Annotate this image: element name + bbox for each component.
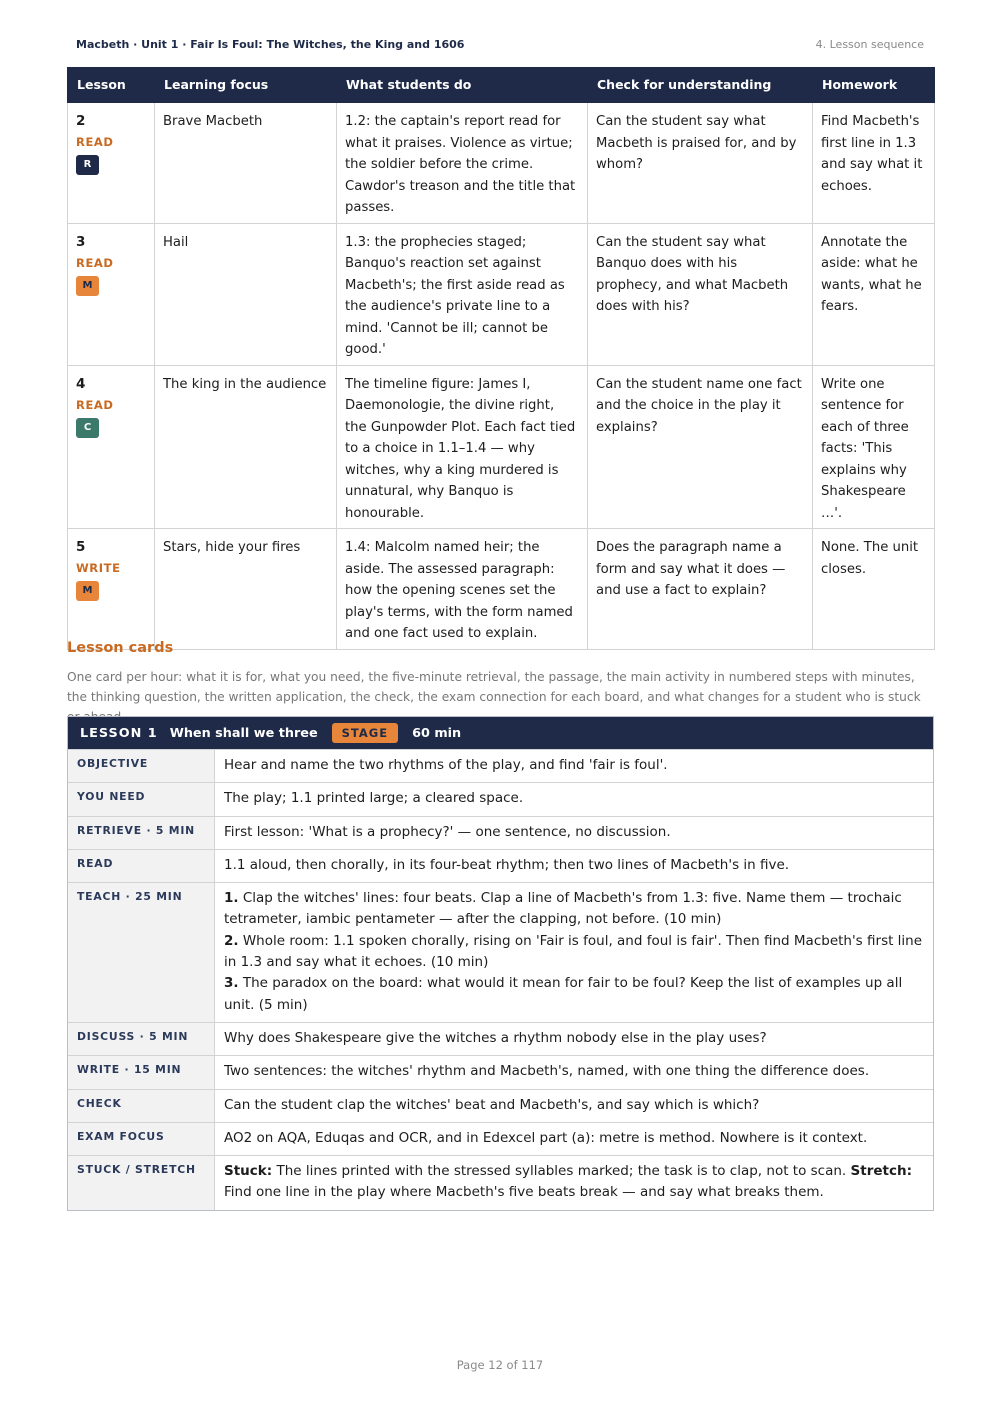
row-label: RETRIEVE · 5 MIN (68, 817, 215, 849)
table-header-row (68, 68, 935, 103)
lesson-sequence-table (67, 67, 935, 650)
assessment-badge: R (76, 155, 99, 175)
row-value: Why does Shakespeare give the witches a rhythm nobody else in the play uses? (224, 1029, 767, 1046)
stretch-text: Find one line in the play where Macbeth's five beats break — and say what breaks them. (224, 1184, 824, 1201)
row-label: OBJECTIVE (68, 750, 215, 782)
section-intro: One card per hour: what it is for, what you need, the five-minute retrieval, the passage, the main activity in numbered steps with minutes, the thinking question, the written application, the check, the exam connection for each board, and what changes for a student who is stuck (67, 670, 921, 704)
row-label: WRITE · 15 MIN (68, 1056, 215, 1088)
card-row-teach (68, 882, 933, 1022)
step-text: Clap the witches' lines: four beats. Clap a line of Macbeth's from 1.3: five. Name them — trochaic tetrameter, iambic pentameter — after the clapping, not before. (10 min) (224, 890, 902, 928)
row-label: EXAM FOCUS (68, 1123, 215, 1155)
stuck-text: The lines printed with the stressed syllables marked; the task is to clap, not to scan. (276, 1163, 847, 1180)
column-header: Lesson (68, 68, 155, 103)
learning-focus: Stars, hide your fires (155, 529, 337, 650)
learning-focus: Brave Macbeth (155, 103, 337, 224)
check-for-understanding: Does the paragraph name a form and say what it does — and use a fact to explain? (588, 529, 813, 650)
phase-label: WRITE (76, 561, 121, 575)
row-value (215, 1156, 933, 1210)
assessment-badge: M (76, 276, 99, 296)
lesson-number: 4 (76, 375, 86, 392)
lesson-cell (68, 529, 155, 650)
assessment-badge: M (76, 581, 99, 601)
row-label: YOU NEED (68, 783, 215, 815)
student-activity: 1.4: Malcolm named heir; the aside. The assessed paragraph: how the opening scenes set the play's terms, with the form named and one fact used to explain. (337, 529, 588, 650)
card-row-objective (68, 749, 933, 782)
step-number: 1. (224, 890, 239, 907)
stage-badge: STAGE (332, 723, 398, 743)
check-for-understanding: Can the student name one fact and the choice in the play it explains? (588, 365, 813, 529)
student-activity: 1.2: the captain's report read for what it praises. Violence as virtue; the soldier before the crime. Cawdor's treason and the title that passes. (337, 103, 588, 224)
teach-steps (215, 883, 933, 1022)
step-number: 2. (224, 932, 239, 949)
card-row-stuck-stretch (68, 1155, 933, 1210)
lesson-number: 5 (76, 539, 86, 555)
assessment-badge: C (76, 418, 99, 438)
homework: Annotate the aside: what he wants, what he fears. (813, 223, 935, 365)
table-row (68, 365, 935, 529)
stuck-label: Stuck: (224, 1163, 273, 1180)
phase-label: READ (76, 135, 114, 149)
lesson-number: 3 (76, 233, 86, 250)
column-header: Check for understanding (588, 68, 813, 103)
row-value: 1.1 aloud, then chorally, in its four-beat rhythm; then two lines of Macbeth's in five. (224, 856, 790, 873)
lesson-cell (68, 365, 155, 529)
section-heading: Lesson cards (67, 640, 174, 656)
lesson-title: When shall we three (169, 725, 318, 741)
row-label: TEACH · 25 MIN (68, 883, 215, 1022)
row-label: STUCK / STRETCH (68, 1156, 215, 1210)
lesson-cell (68, 223, 155, 365)
homework: Find Macbeth's first line in 1.3 and say what it echoes. (813, 103, 935, 224)
row-value: AO2 on AQA, Eduqas and OCR, and in Edexcel part (a): metre is method. Nowhere is it context. (224, 1129, 868, 1146)
lesson-card (67, 716, 934, 1211)
card-row-you-need (68, 782, 933, 815)
card-row-check (68, 1089, 933, 1122)
stretch-label: Stretch: (850, 1163, 912, 1180)
lesson-cell (68, 103, 155, 224)
row-label: DISCUSS · 5 MIN (68, 1023, 215, 1055)
row-value: The play; 1.1 printed large; a cleared space. (224, 790, 524, 807)
table-row (68, 529, 935, 650)
homework: Write one sentence for each of three facts: 'This explains why Shakespeare …'. (813, 365, 935, 529)
column-header: What students do (337, 68, 588, 103)
row-label: CHECK (68, 1090, 215, 1122)
row-value: Hear and name the two rhythms of the play, and find 'fair is foul'. (224, 757, 668, 773)
teach-step (224, 931, 923, 974)
step-text: The paradox on the board: what would it mean for fair to be foul? Keep the list of examples up all unit. (5 min) (224, 975, 903, 1013)
learning-focus: The king in the audience (155, 365, 337, 529)
row-label: READ (68, 850, 215, 882)
learning-focus: Hail (155, 223, 337, 365)
step-text: Whole room: 1.1 spoken chorally, rising on 'Fair is foul, and foul is fair'. Then find Macbeth's first line in 1.3 and say what it echoes. (10 min) (224, 932, 923, 971)
document-title: Macbeth · Unit 1 · Fair Is Foul: The Witches, the King and 1606 (76, 38, 465, 51)
lesson-duration: 60 min (412, 725, 462, 741)
homework: None. The unit closes. (813, 529, 935, 650)
running-header (76, 38, 924, 51)
student-activity: The timeline figure: James I, Daemonologie, the divine right, the Gunpowder Plot. Each fact tied to a choice in 1.1–1.4 — why witches, why a king murdered is unnatural, why Banquo is honourable. (337, 365, 588, 529)
check-for-understanding: Can the student say what Macbeth is praised for, and by whom? (588, 103, 813, 224)
section-label: 4. Lesson sequence (815, 38, 924, 51)
step-number: 3. (224, 975, 239, 992)
lesson-card-header (68, 717, 933, 749)
phase-label: READ (76, 255, 114, 270)
card-row-write (68, 1055, 933, 1088)
lesson-label: LESSON 1 (80, 725, 158, 741)
row-value: Can the student clap the witches' beat and Macbeth's, and say which is which? (224, 1096, 760, 1113)
row-value: First lesson: 'What is a prophecy?' — one sentence, no discussion. (224, 823, 671, 840)
student-activity: 1.3: the prophecies staged; Banquo's reaction set against Macbeth's; the first aside read as the audience's private line to a mind. 'Cannot be ill; cannot be good.' (337, 223, 588, 365)
teach-step (224, 973, 923, 1016)
column-header: Learning focus (155, 68, 337, 103)
card-row-retrieve (68, 816, 933, 849)
lesson-number: 2 (76, 113, 86, 129)
table-row (68, 223, 935, 365)
card-row-exam-focus (68, 1122, 933, 1155)
card-row-read (68, 849, 933, 882)
check-for-understanding: Can the student say what Banquo does with his prophecy, and what Macbeth does with his? (588, 223, 813, 365)
teach-step (224, 888, 923, 931)
phase-label: READ (76, 397, 114, 412)
table-row (68, 103, 935, 224)
page-number: Page 12 of 117 (456, 1358, 544, 1372)
column-header: Homework (813, 68, 935, 103)
card-row-discuss (68, 1022, 933, 1055)
row-value: Two sentences: the witches' rhythm and Macbeth's, named, with one thing the difference does. (224, 1063, 870, 1080)
